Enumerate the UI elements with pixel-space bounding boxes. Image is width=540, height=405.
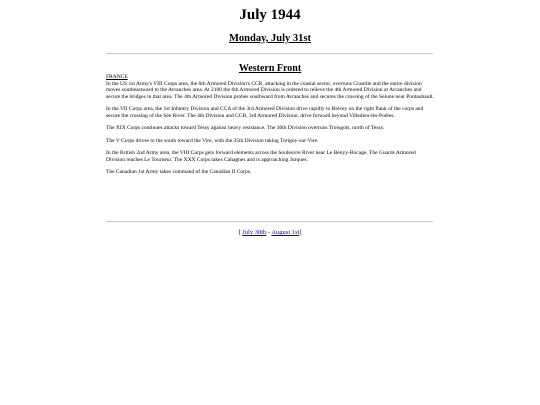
date-heading: Monday, July 31st xyxy=(229,33,311,44)
paragraph: In the VII Corps area, the 1st Infantry Division and CCA of the 3rd Armored Division drive rapidly to Brécey on the right flank of the corps and secure the crossing of the Sée River. The 4th Division and CCB, 3rd Armored Division, drive forward beyond Villedieu-lès-Poêles. xyxy=(106,106,424,119)
paragraph: The V Corps drives to the south toward the Vire, with the 35th Division taking Torigny-sur-Vire. xyxy=(106,137,319,144)
section-heading: Western Front xyxy=(238,63,302,74)
paragraph: The Canadian 1st Army takes command of the Canadian II Corps. xyxy=(106,169,252,175)
paragraph: In the British 2nd Army area, the VIII Corps gets forward elements across the Souleuvre River near Le Bényy-Bocage. The Guards Armored Division reaches Le Tourneur. The XXX Corps takes Cahagnes and is approaching Jurques. xyxy=(106,150,416,163)
paragraph: The XIX Corps continues attacks toward Tessy against heavy resistance. The 30th Division overruns Troisgots, north of Tessy. xyxy=(106,125,385,131)
previous-day-link[interactable]: July 30th xyxy=(242,229,267,236)
nav-close-bracket: ] xyxy=(299,229,302,236)
bottom-divider xyxy=(106,221,433,222)
country-label: FRANCE xyxy=(106,74,128,80)
paragraph: In the US 1st Army's VIII Corps area, the 6th Armored Division's CCR, attacking in the coastal sector, overruns Granille and the entire division moves southeastward to the Avranches area. At 2100 the 6th Armored Division is ordered to relieve the 4th Armored Division at Avranches and secure the bridges in that area. The 4th Armored Division probes southward from Avranches and secures the crossing of the Selune near Pontaubault. xyxy=(106,80,434,100)
top-divider xyxy=(106,53,433,54)
page-title: July 1944 xyxy=(239,7,301,23)
next-day-link[interactable]: August 1st xyxy=(271,229,300,236)
nav-separator: - xyxy=(266,229,272,236)
nav-open-bracket: [ xyxy=(238,229,243,236)
day-navigation xyxy=(0,229,540,236)
content-body xyxy=(106,74,434,182)
